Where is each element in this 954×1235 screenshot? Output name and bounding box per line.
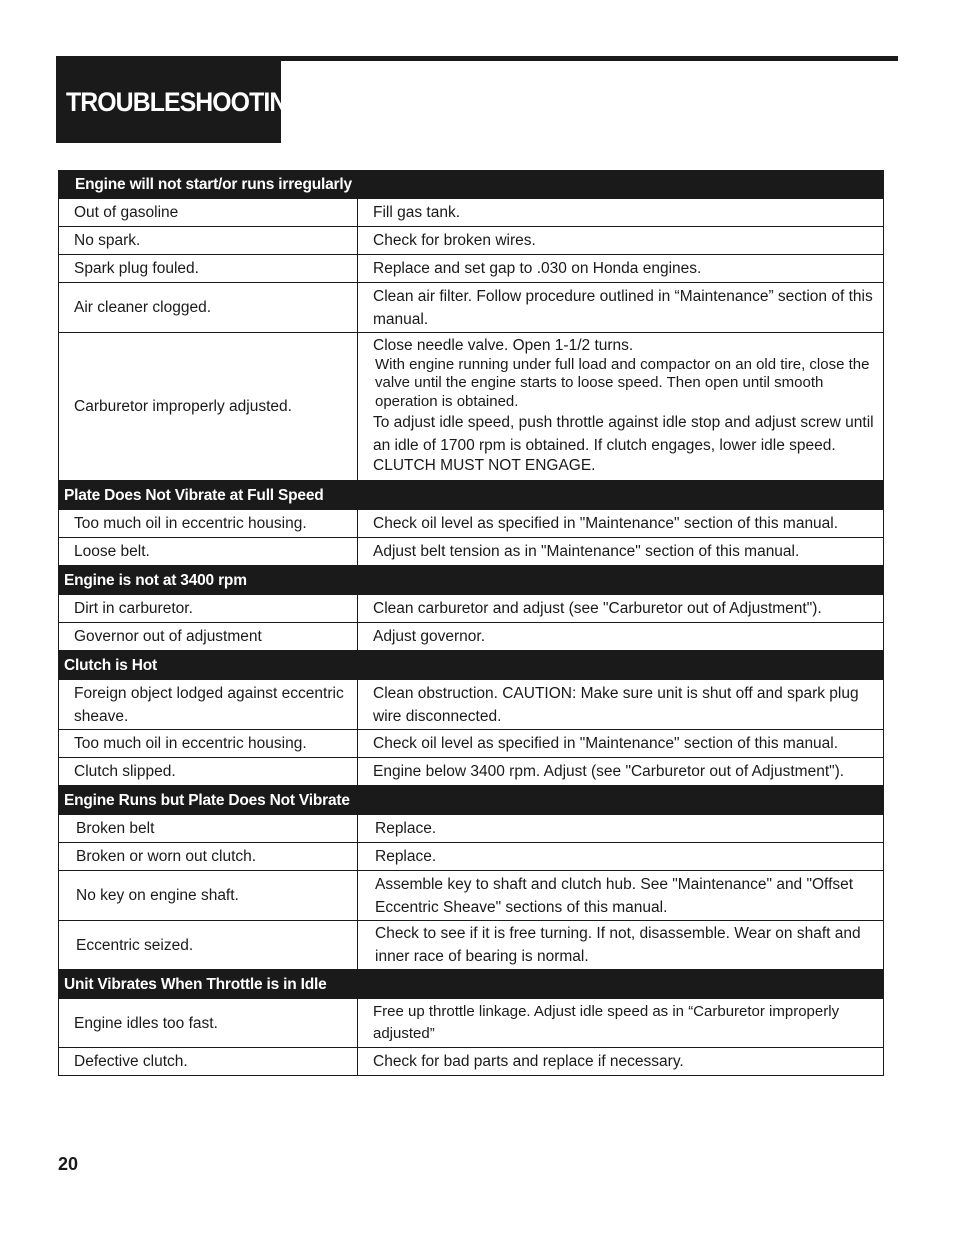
cause-cell: Out of gasoline — [59, 199, 358, 226]
remedy-text: Replace. — [375, 820, 437, 837]
cause-cell: No key on engine shaft. — [59, 871, 358, 920]
table-row — [58, 283, 884, 333]
remedy-text: Check oil level as specified in "Maintenance" section of this manual. — [373, 735, 839, 752]
cause-cell: Eccentric seized. — [59, 921, 358, 969]
remedy-cell — [358, 333, 883, 480]
table-row — [58, 595, 884, 623]
remedy-cell — [358, 199, 883, 226]
page-title: TROUBLESHOOTING — [66, 86, 305, 117]
remedy-cell — [358, 730, 883, 757]
table-row — [58, 921, 884, 970]
remedy-text: CLUTCH MUST NOT ENGAGE. — [373, 457, 596, 474]
cause-cell: Loose belt. — [59, 538, 358, 565]
cause-cell: Air cleaner clogged. — [59, 283, 358, 332]
section-header: Engine is not at 3400 rpm — [58, 566, 884, 595]
section-header: Engine will not start/or runs irregularly — [58, 170, 884, 199]
table-row — [58, 333, 884, 481]
page-number: 20 — [58, 1154, 79, 1174]
remedy-cell — [358, 680, 883, 729]
cause-cell: Governor out of adjustment — [59, 623, 358, 650]
cause-cell: Defective clutch. — [59, 1048, 358, 1075]
remedy-cell — [358, 815, 883, 842]
section-header: Plate Does Not Vibrate at Full Speed — [58, 481, 884, 510]
remedy-text: Check for broken wires. — [373, 232, 536, 249]
remedy-text: Check oil level as specified in "Maintenance" section of this manual. — [373, 515, 839, 532]
remedy-text: Engine below 3400 rpm. Adjust (see "Carburetor out of Adjustment"). — [373, 763, 845, 780]
remedy-cell — [358, 921, 883, 969]
remedy-cell — [358, 623, 883, 650]
remedy-text: Replace and set gap to .030 on Honda engines. — [373, 260, 702, 277]
cause-cell: Too much oil in eccentric housing. — [59, 730, 358, 757]
remedy-text: To adjust idle speed, push throttle against idle stop and adjust screw until an idle of 1700 rpm is obtained. If clutch engages, lower idle speed. — [373, 414, 874, 454]
section-header: Clutch is Hot — [58, 651, 884, 680]
remedy-text: Check to see if it is free turning. If not, disassemble. Wear on shaft and inner race of bearing is normal. — [375, 925, 861, 965]
remedy-text: Fill gas tank. — [373, 204, 461, 221]
table-row — [58, 255, 884, 283]
table-row — [58, 227, 884, 255]
remedy-text: Assemble key to shaft and clutch hub. See "Maintenance" and "Offset Eccentric Sheave" sections of this manual. — [375, 875, 854, 916]
remedy-text: Check for bad parts and replace if necessary. — [373, 1053, 684, 1070]
table-row — [58, 199, 884, 227]
remedy-text: Adjust governor. — [373, 628, 486, 645]
table-row — [58, 538, 884, 566]
cause-cell: Spark plug fouled. — [59, 255, 358, 282]
remedy-cell — [358, 871, 883, 920]
cause-cell: Broken belt — [59, 815, 358, 842]
section-header: Unit Vibrates When Throttle is in Idle — [58, 970, 884, 999]
cause-cell: Foreign object lodged against eccentric sheave. — [59, 680, 358, 729]
table-row — [58, 730, 884, 758]
cause-cell: Clutch slipped. — [59, 758, 358, 785]
table-row — [58, 623, 884, 651]
remedy-text: With engine running under full load and compactor on an old tire, close the valve until the engine starts to loose speed. Then open until smooth operation is obtained. — [375, 355, 870, 410]
remedy-text: Clean air filter. Follow procedure outlined in “Maintenance” section of this manual. — [373, 287, 873, 328]
cause-cell: Dirt in carburetor. — [59, 595, 358, 622]
table-row — [58, 815, 884, 843]
table-row — [58, 871, 884, 921]
table-row — [58, 758, 884, 786]
table-row — [58, 680, 884, 730]
table-row — [58, 1048, 884, 1076]
table-row — [58, 999, 884, 1048]
remedy-cell — [358, 595, 883, 622]
table-row — [58, 843, 884, 871]
remedy-text: Adjust belt tension as in "Maintenance" section of this manual. — [373, 543, 800, 560]
remedy-cell — [358, 255, 883, 282]
remedy-cell — [358, 999, 883, 1047]
remedy-text: Clean carburetor and adjust (see "Carburetor out of Adjustment"). — [373, 600, 822, 617]
remedy-text: Replace. — [375, 848, 437, 865]
remedy-cell — [358, 1048, 883, 1075]
remedy-text: Close needle valve. Open 1-1/2 turns. — [373, 337, 634, 354]
table-row — [58, 510, 884, 538]
remedy-cell — [358, 227, 883, 254]
troubleshooting-table — [58, 170, 884, 1076]
cause-cell: Too much oil in eccentric housing. — [59, 510, 358, 537]
cause-cell: No spark. — [59, 227, 358, 254]
remedy-cell — [358, 510, 883, 537]
section-header: Engine Runs but Plate Does Not Vibrate — [58, 786, 884, 815]
remedy-text: Free up throttle linkage. Adjust idle speed as in “Carburetor improperly adjusted” — [373, 1003, 840, 1042]
remedy-cell — [358, 538, 883, 565]
cause-cell: Engine idles too fast. — [59, 999, 358, 1047]
remedy-cell — [358, 283, 883, 332]
cause-cell: Carburetor improperly adjusted. — [59, 333, 358, 480]
page-title-banner — [56, 61, 305, 143]
remedy-cell — [358, 758, 883, 785]
remedy-text: Clean obstruction. CAUTION: Make sure unit is shut off and spark plug wire disconnected. — [373, 684, 859, 725]
remedy-cell — [358, 843, 883, 870]
cause-cell: Broken or worn out clutch. — [59, 843, 358, 870]
